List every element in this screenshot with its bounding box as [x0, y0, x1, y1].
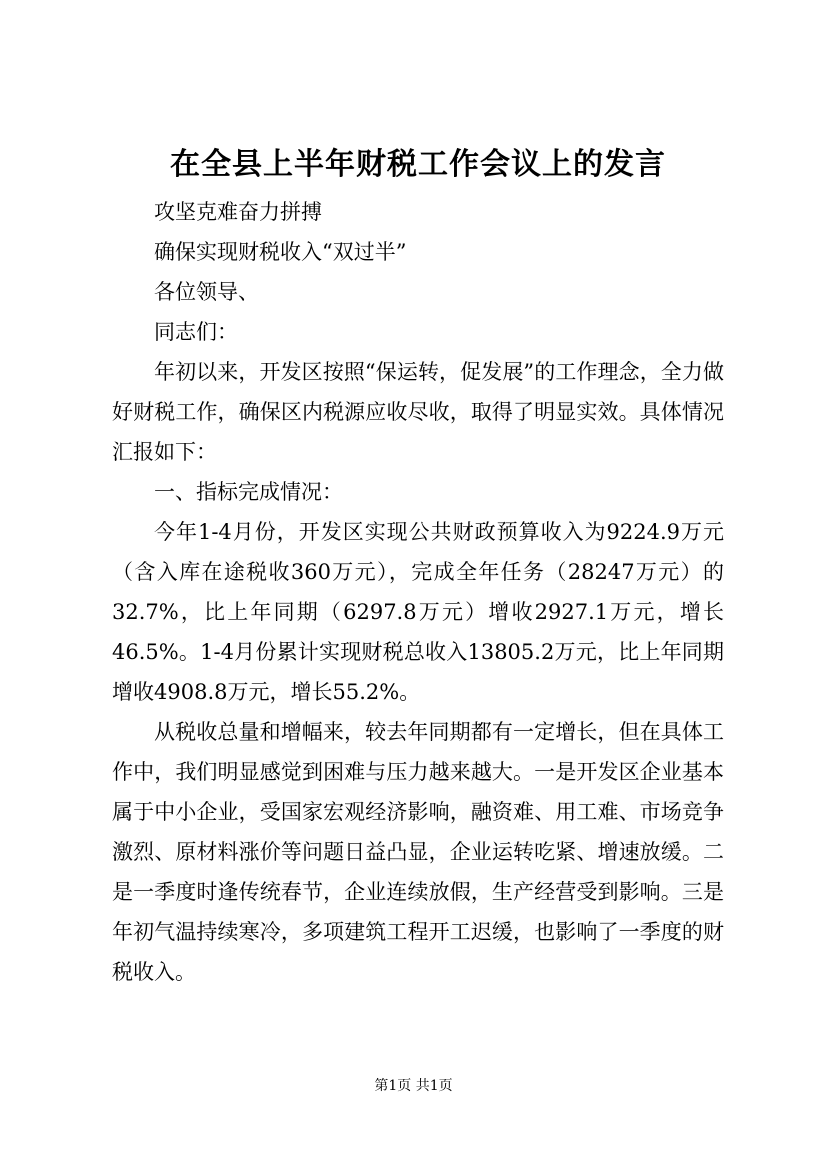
document-body [112, 140, 724, 992]
page-footer: 第1页 共1页 [374, 1078, 453, 1094]
salutation-comrades: 同志们： [154, 320, 238, 344]
subtitle-line-1: 攻坚克难奋力拼搏 [154, 200, 322, 224]
section-heading-indicators: 一、指标完成情况： [154, 480, 343, 504]
paragraph-intro: 年初以来，开发区按照“保运转，促发展”的工作理念，全力做好财税工作，确保区内税源应收尽收，取得了明显实效。具体情况汇报如下： [112, 360, 724, 464]
document-title: 在全县上半年财税工作会议上的发言 [170, 147, 666, 182]
subtitle-line-2: 确保实现财税收入“双过半” [154, 240, 407, 264]
paragraph-difficulties: 从税收总量和增幅来，较去年同期都有一定增长，但在具体工作中，我们明显感觉到困难与压力越来越大。一是开发区企业基本属于中小企业，受国家宏观经济影响，融资难、用工难、市场竞争激烈、原材料涨价等问题日益凸显，企业运转吃紧、增速放缓。二是一季度时逢传统春节，企业连续放假，生产经营受到影响。三是年初气温持续寒冷，多项建筑工程开工迟缓，也影响了一季度的财税收入。 [112, 720, 724, 984]
paragraph-revenue-figures: 今年1-4月份，开发区实现公共财政预算收入为9224.9万元（含入库在途税收360万元），完成全年任务（28247万元）的32.7%，比上年同期（6297.8万元）增收2927.1万元，增长46.5%。1-4月份累计实现财税总收入13805.2万元，比上年同期增收4908.8万元，增长55.2%。 [112, 520, 724, 704]
salutation-leaders: 各位领导、 [154, 280, 259, 304]
